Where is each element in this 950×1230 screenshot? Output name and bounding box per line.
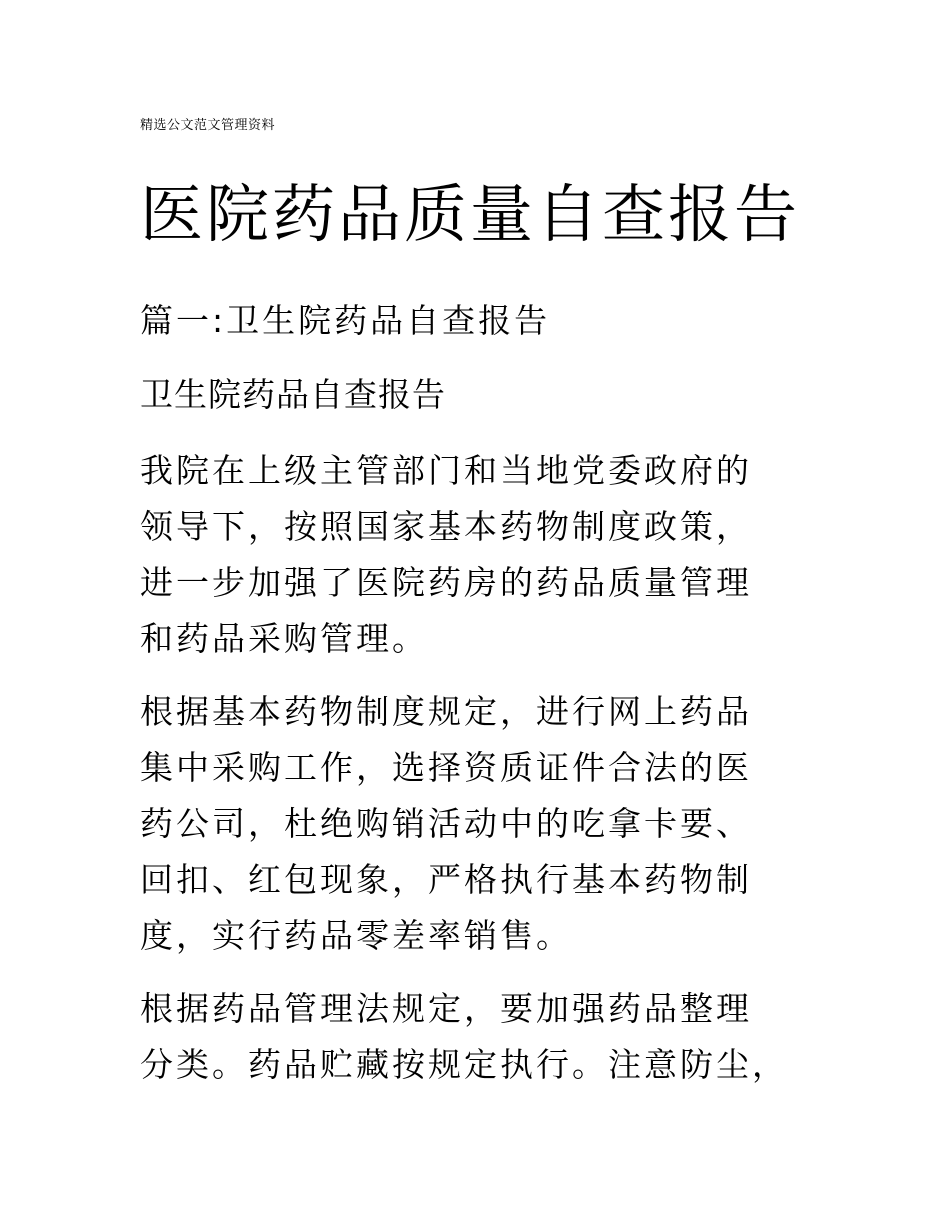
paragraph-line: 我院在上级主管部门和当地党委政府的 — [140, 451, 752, 490]
paragraph-3 — [140, 981, 788, 1093]
paragraph-line: 和药品采购管理。 — [140, 619, 428, 658]
paragraph-1 — [140, 443, 752, 667]
paragraph-line: 进一步加强了医院药房的药品质量管理 — [140, 563, 752, 602]
paragraph-line: 根据基本药物制度规定，进行网上药品 — [140, 692, 752, 731]
paragraph-line: 根据药品管理法规定，要加强药品整理 — [140, 989, 752, 1028]
document-title: 医院药品质量自查报告 — [140, 178, 800, 251]
header-note: 精选公文范文管理资料 — [140, 118, 276, 133]
paragraph-line: 分类。药品贮藏按规定执行。注意防尘， — [140, 1045, 788, 1084]
paragraph-line: 集中采购工作，选择资质证件合法的医 — [140, 748, 752, 787]
paragraph-line: 回扣、红包现象，严格执行基本药物制 — [140, 860, 752, 899]
paragraph-line: 领导下，按照国家基本药物制度政策， — [140, 507, 752, 546]
paragraph-line: 度，实行药品零差率销售。 — [140, 916, 572, 955]
section-heading: 篇一:卫生院药品自查报告 — [140, 301, 551, 340]
paragraph-line: 药公司，杜绝购销活动中的吃拿卡要、 — [140, 804, 752, 843]
paragraph-2 — [140, 684, 752, 964]
sub-heading: 卫生院药品自查报告 — [140, 375, 446, 414]
